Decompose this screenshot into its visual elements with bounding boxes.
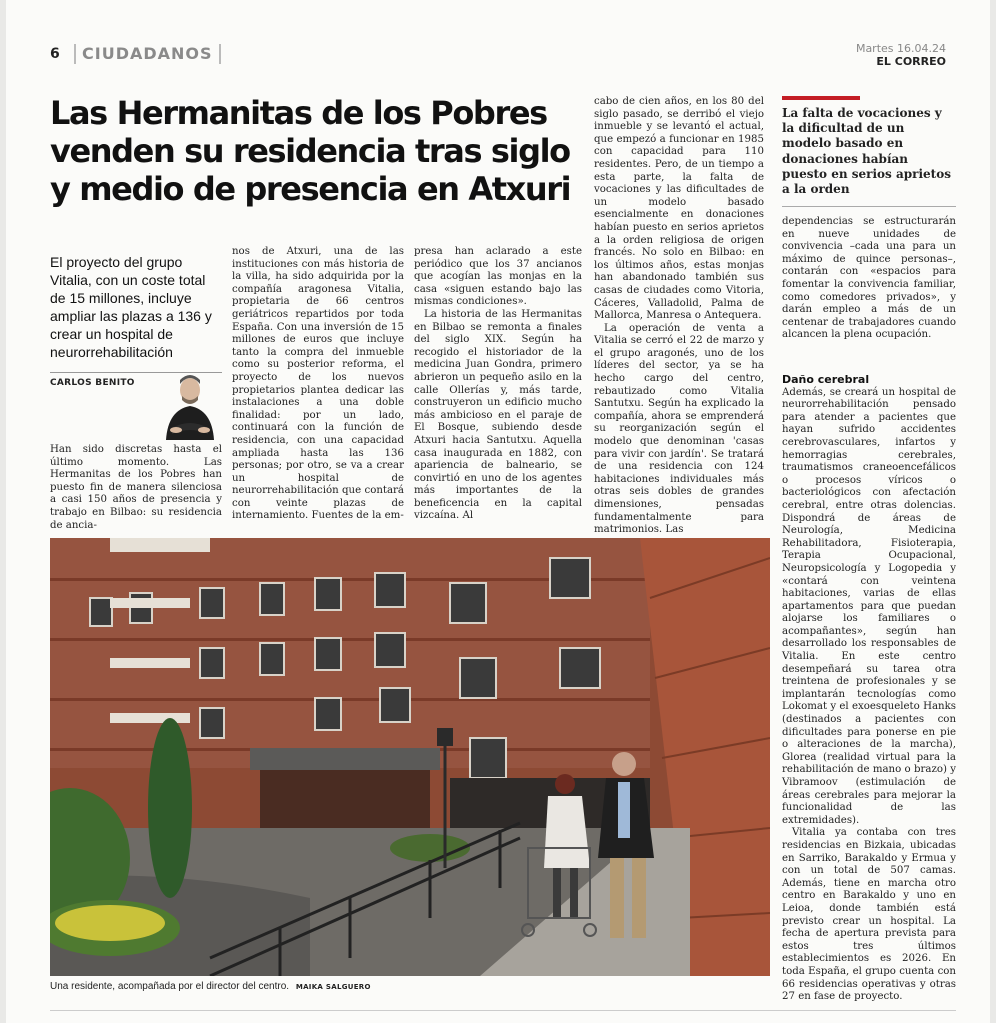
paragraph: Vitalia ya contaba con tres residencias en Bizkaia, ubicadas en Sarriko, Barakaldo y Ermua y con un total de 507 camas. Además, tiene en marcha otro centro en Barakaldo y uno en Leioa, donde también está previsto crear un hospital. La fecha de apertura prevista para estos tres últimos establecimientos es 2026. En toda España, el grupo cuenta con 66 residencias operativas y otras 27 en fase de proyecto.: [782, 827, 956, 1003]
caption-text: Una residente, acompañada por el director del centro.: [50, 981, 290, 992]
body-column-5-bottom: [782, 374, 956, 1004]
photo-credit: MAIKA SALGUERO: [295, 983, 371, 991]
pullquote-divider: [782, 206, 956, 207]
section-label: CIUDADANOS: [74, 44, 221, 64]
paragraph: Han sido discretas hasta el último momento. Las Hermanitas de los Pobres han puesto fin de manera silenciosa a casi 150 años de presencia y trabajo en Bilbao: su residencia de ancia-: [50, 444, 222, 531]
body-column-3: [414, 246, 582, 523]
byline: CARLOS BENITO: [50, 378, 135, 388]
photo-caption: [50, 981, 550, 992]
paragraph: La historia de las Hermanitas en Bilbao se remonta a finales del siglo XIX. Según ha recogido el historiador de la medicina Juan Gondra, primero abrieron un pequeño asilo en la calle Ollerías y, más tarde, construyeron un edificio mucho más ambicioso en el paraje de El Bosque, subiendo desde Atxuri hacia Santutxu. Aquella casa inaugurada en 1882, con apariencia de balneario, se convirtió en uno de los agentes más importantes de la beneficencia en la capital vizcaína. Al: [414, 308, 582, 522]
paragraph: dependencias se estructurarán en nueve unidades de convivencia –cada una para un máximo de quince personas–, contarán con «espacios para fomentar la convivencia familiar, como comedores privados», y darán empleo a más de un centenar de trabajadores cuando alcancen la plena ocupación.: [782, 216, 956, 341]
newspaper-name: EL CORREO: [876, 55, 946, 68]
pullquote: La falta de vocaciones y la dificultad de un modelo basado en donaciones habían puesto en serios aprietos a la orden: [782, 106, 951, 197]
paragraph: Además, se creará un hospital de neurorrehabilitación pensado para atender a pacientes que hayan sufrido accidentes cerebrovasculares, infartos y hemorragias cerebrales, traumatismos craneoencefálicos o procesos víricos o bacteriológicos con afectación cerebral, entre otras dolencias. Dispondrá de áreas de Neurología, Medicina Rehabilitadora, Fisioterapia, Terapia Ocupacional, Neuropsicología y Logopedia y «contará con veintena habitaciones, varias de ellas apartamentos para que puedan alojarse los familiares o acompañantes», según han desarrollado los responsables de Vitalia. En este centro desempeñará su tarea otra treintena de profesionales y se implantarán tecnologías como Lokomat y el exoesqueleto Hanks (destinados a pacientes con dificultades para ponerse en pie o alteraciones de la marcha), Glorea (realidad virtual para la rehabilitación de mano o brazo) y Vibramoov (estimulación de áreas cerebrales para mejorar la funcionalidad de las extremidades).: [782, 386, 956, 826]
issue-date: Martes 16.04.24: [855, 42, 946, 55]
bottom-divider: [50, 1010, 956, 1011]
paragraph: La operación de venta a Vitalia se cerró el 22 de marzo y el grupo aragonés, uno de los líderes del sector, ya se ha hecho cargo del centro, rebautizado como Vitalia Santutxu. Según ha explicado la compañía, ahora se emprenderá su reorganización según el modelo que denominan 'casas para vivir con jardín'. Se tratará de una residencia con 124 habitaciones individuales más otras seis dobles de grandes dimensiones, pensadas fundamentalmente para matrimonios. Las: [594, 322, 764, 536]
body-column-4: [594, 96, 764, 537]
deck-subtitle: El proyecto del grupo Vitalia, con un coste total de 15 millones, incluye ampliar las plazas a 136 y crear un hospital de neurorrehabilitación: [50, 254, 212, 360]
paragraph: cabo de cien años, en los 80 del siglo pasado, se derribó el viejo inmueble y se levantó el actual, que empezó a funcionar en 1985 con capacidad para 110 residentes. Pero, de un tiempo a esta parte, la falta de vocaciones y las dificultades de un modelo basado esencialmente en donaciones habían puesto en serios aprietos a la orden religiosa de origen francés. No solo en Bilbao: en los últimos años, estas monjas han abandonado también sus casas de ciudades como Vitoria, Cáceres, Valladolid, Palma de Mallorca, Manresa o Antequera.: [594, 96, 764, 322]
body-column-5-top: [782, 216, 956, 342]
photo-residence: [50, 538, 770, 976]
paragraph: presa han aclarado a este periódico que los 37 ancianos que acogían las monjas en la casa «siguen estando bajo las mismas condiciones».: [414, 246, 582, 308]
body-column-2: [232, 246, 404, 523]
subheading: Daño cerebral: [782, 373, 870, 386]
newspaper-page: [6, 0, 990, 1023]
body-column-1: [50, 444, 222, 532]
page-number: 6: [50, 46, 60, 62]
paragraph: nos de Atxuri, una de las instituciones con más historia de la villa, ha sido adquirida por la compañía aragonesa Vitalia, propietaria de 66 centros geriátricos repartidos por toda España. Con una inversión de 15 millones de euros que incluye tanto la compra del inmueble como su posterior reforma, el proyecto de los nuevos propietarios plantea dedicar las instalaciones a una doble finalidad: por un lado, continuará con la función de residencia, con una capacidad ampliada hasta las 136 personas; por otro, se va a crear un hospital de neurorrehabilitación que contará con veinte plazas de internamiento. Fuentes de la em-: [232, 246, 404, 522]
author-portrait: [156, 370, 220, 440]
pullquote-accent: [782, 96, 860, 100]
headline: Las Hermanitas de los Pobres venden su residencia tras siglo y medio de presencia en Atxuri: [50, 94, 571, 208]
